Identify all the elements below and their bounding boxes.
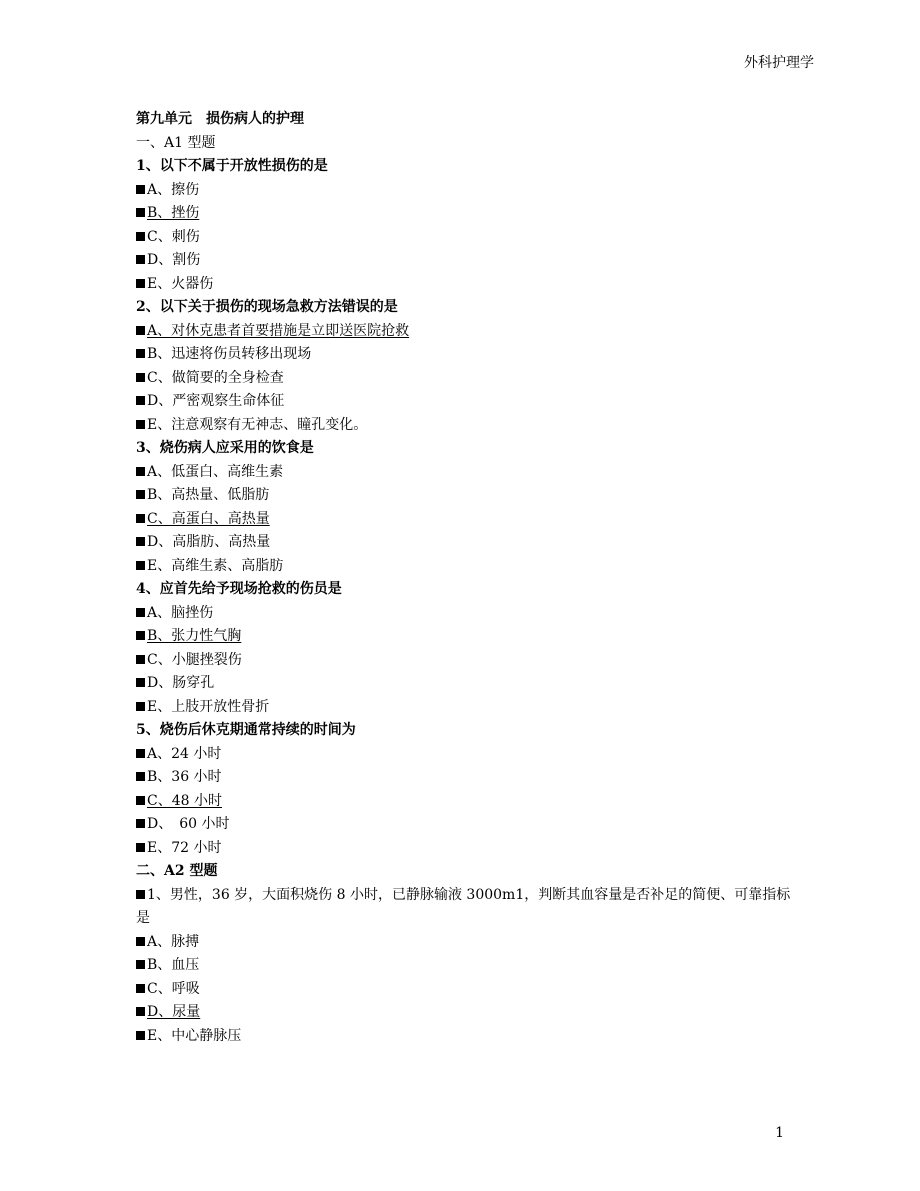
question-2: 2、以下关于损伤的现场急救方法错误的是: [136, 299, 398, 315]
q3-option-e: E、高维生素、高脂肪: [136, 555, 796, 579]
q1-option-d: D、割伤: [136, 249, 796, 273]
q1-option-a: A、擦伤: [136, 179, 796, 203]
question-4: 4、应首先给予现场抢救的伤员是: [136, 581, 342, 597]
bullet-square-icon: [136, 373, 145, 382]
bullet-square-icon: [136, 490, 145, 499]
q5-option-e: E、72 小时: [136, 837, 796, 861]
document-body: [136, 108, 796, 1048]
bullet-square-icon: [136, 561, 145, 570]
bullet-square-icon: [136, 255, 145, 264]
question-3: 3、烧伤病人应采用的饮食是: [136, 440, 314, 456]
q4-option-a: A、脑挫伤: [136, 602, 796, 626]
q2-option-e: E、注意观察有无神志、瞳孔变化。: [136, 414, 796, 438]
bullet-square-icon: [136, 890, 145, 899]
bullet-square-icon: [136, 467, 145, 476]
page-header: 外科护理学: [744, 55, 814, 71]
q4-option-e: E、上肢开放性骨折: [136, 696, 796, 720]
q2-option-b: B、迅速将伤员转移出现场: [136, 343, 796, 367]
bullet-square-icon: [136, 655, 145, 664]
bullet-square-icon: [136, 819, 145, 828]
bullet-square-icon: [136, 349, 145, 358]
q3-option-c-answer: C、高蛋白、高热量: [136, 508, 796, 532]
bullet-square-icon: [136, 678, 145, 687]
bullet-square-icon: [136, 608, 145, 617]
bullet-square-icon: [136, 514, 145, 523]
bullet-square-icon: [136, 960, 145, 969]
bullet-square-icon: [136, 420, 145, 429]
bullet-square-icon: [136, 984, 145, 993]
bullet-square-icon: [136, 749, 145, 758]
bullet-square-icon: [136, 208, 145, 217]
q2-option-c: C、做简要的全身检查: [136, 367, 796, 391]
q6-option-a: A、脉搏: [136, 931, 796, 955]
q1-option-b-answer: B、挫伤: [136, 202, 796, 226]
question-1: 1、以下不属于开放性损伤的是: [136, 158, 328, 174]
q5-option-b: B、36 小时: [136, 766, 796, 790]
bullet-square-icon: [136, 326, 145, 335]
q6-option-b: B、血压: [136, 954, 796, 978]
bullet-square-icon: [136, 796, 145, 805]
bullet-square-icon: [136, 232, 145, 241]
q1-option-e: E、火器伤: [136, 273, 796, 297]
q5-option-c-answer: C、48 小时: [136, 790, 796, 814]
bullet-square-icon: [136, 537, 145, 546]
q6-option-d-answer: D、尿量: [136, 1001, 796, 1025]
bullet-square-icon: [136, 937, 145, 946]
question-a2-1: 1、男性，36 岁，大面积烧伤 8 小时，已静脉输液 3000m1，判断其血容量是否补足的简便、可靠指标是: [136, 886, 791, 926]
bullet-square-icon: [136, 396, 145, 405]
q1-option-c: C、刺伤: [136, 226, 796, 250]
unit-title: 第九单元 损伤病人的护理: [136, 111, 304, 127]
q3-option-a: A、低蛋白、高维生素: [136, 461, 796, 485]
q4-option-b-answer: B、张力性气胸: [136, 625, 796, 649]
bullet-square-icon: [136, 772, 145, 781]
q6-option-c: C、呼吸: [136, 978, 796, 1002]
bullet-square-icon: [136, 1031, 145, 1040]
q3-option-b: B、高热量、低脂肪: [136, 484, 796, 508]
bullet-square-icon: [136, 185, 145, 194]
q4-option-d: D、肠穿孔: [136, 672, 796, 696]
section-heading-a2: 二、A2 型题: [136, 863, 218, 879]
bullet-square-icon: [136, 279, 145, 288]
q2-option-d: D、严密观察生命体征: [136, 390, 796, 414]
bullet-square-icon: [136, 702, 145, 711]
bullet-square-icon: [136, 1007, 145, 1016]
q2-option-a-answer: A、对休克患者首要措施是立即送医院抢救: [136, 320, 796, 344]
page-number: 1: [775, 1125, 784, 1141]
q3-option-d: D、高脂肪、高热量: [136, 531, 796, 555]
bullet-square-icon: [136, 631, 145, 640]
q5-option-d: D、 60 小时: [136, 813, 796, 837]
q4-option-c: C、小腿挫裂伤: [136, 649, 796, 673]
question-5: 5、烧伤后休克期通常持续的时间为: [136, 722, 356, 738]
bullet-square-icon: [136, 843, 145, 852]
q5-option-a: A、24 小时: [136, 743, 796, 767]
section-heading-a1: 一、A1 型题: [136, 134, 216, 151]
q6-option-e: E、中心静脉压: [136, 1025, 796, 1049]
